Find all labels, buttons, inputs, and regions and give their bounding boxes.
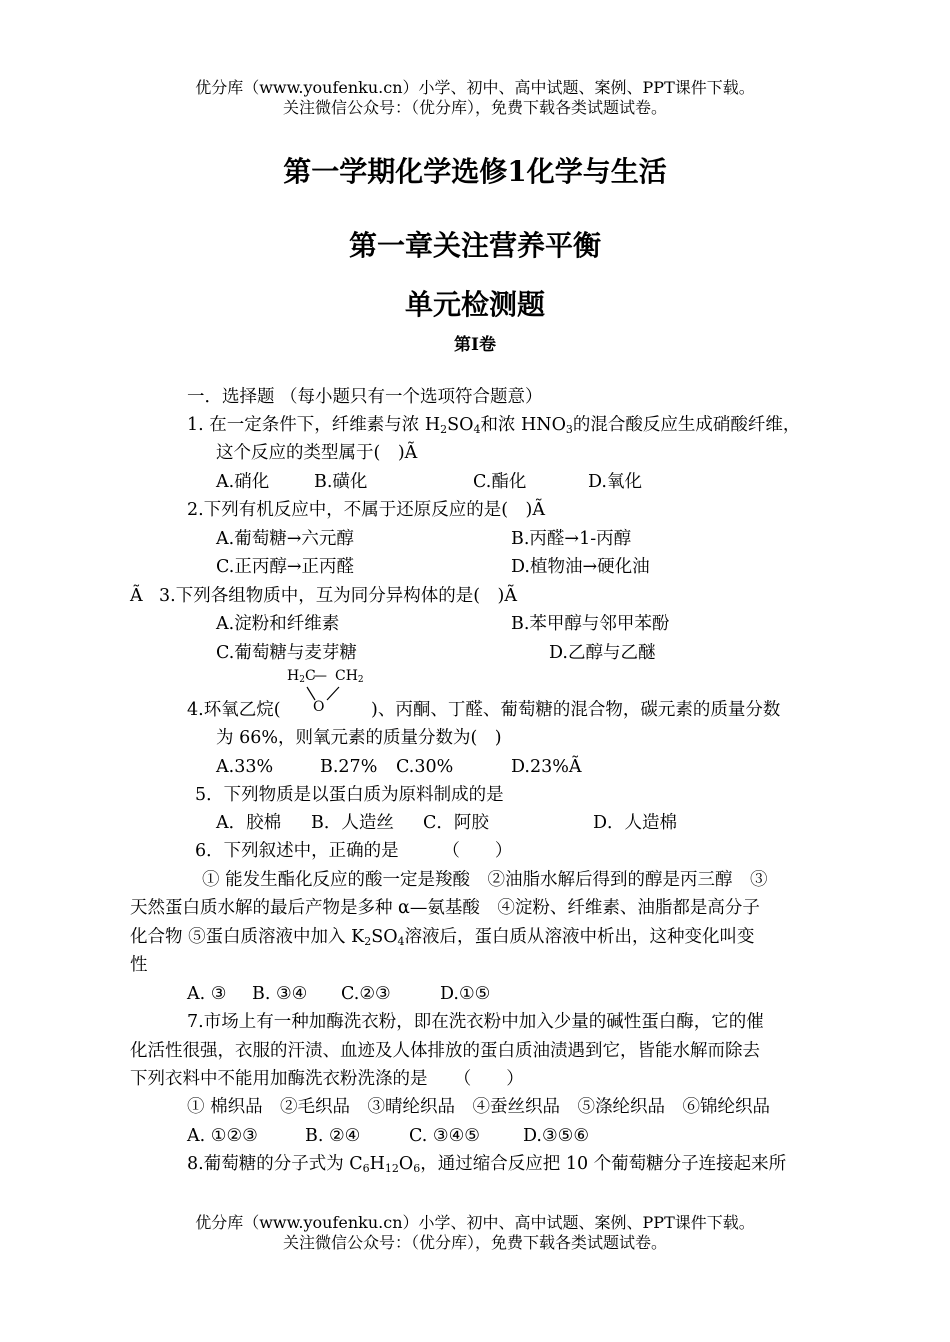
q2-option-c: C.正丙醇→正丙醛	[216, 557, 354, 577]
q2-option-a: A.葡萄糖→六元醇	[216, 529, 354, 549]
q6-stem: 6．下列叙述中，正确的是 （ ）	[195, 841, 513, 861]
q3-stem: 3.下列各组物质中，互为同分异构体的是( )Ã	[159, 586, 517, 606]
unit-title: 单元检测题	[404, 288, 545, 321]
q6-option-c: C.②③	[341, 984, 391, 1004]
q1-option-c: C.酯化	[473, 472, 527, 492]
q6-option-b: B. ③④	[252, 984, 308, 1004]
q6-option-a: A. ③	[187, 984, 227, 1004]
section-heading: 一．选择题 （每小题只有一个选项符合题意）	[187, 387, 543, 407]
q8-stem: 8.葡萄糖的分子式为 $C_6H_{12}O_6$，通过缩合反应把 10 个葡萄糖分子连接起来所	[187, 1154, 787, 1175]
q4-option-a: A.33%	[216, 757, 274, 777]
q3-option-b: B.苯甲醇与邻甲苯酚	[511, 614, 670, 634]
q7-body-line1: 7.市场上有一种加酶洗衣粉，即在洗衣粉中加入少量的碱性蛋白酶，它的催	[187, 1012, 764, 1032]
q3-option-c: C.葡萄糖与麦芽糖	[216, 643, 357, 663]
structure-bond-label: —	[313, 668, 327, 684]
q4-option-c: C.30%	[396, 757, 454, 777]
q2-option-d: D.植物油→硬化油	[511, 557, 650, 577]
structure-ch2-label: $CH_2$	[335, 668, 364, 685]
q1-option-d: D.氧化	[588, 472, 642, 492]
q1-stem: 1. 在一定条件下，纤维素与浓 $H_2SO_4$和浓 $HNO_3$的混合酸反应生成硝酸纤维，	[187, 415, 801, 436]
q5-option-b: B．人造丝	[311, 813, 394, 833]
q1-stem-line2: 这个反应的类型属于( )Ã	[216, 443, 418, 463]
footer-line-1: 优分库（www.youfenku.cn）小学、初中、高中试题、案例、PPT课件下载。	[195, 1213, 755, 1232]
q4-stem-b: )、丙酮、丁醛、葡萄糖的混合物，碳元素的质量分数	[371, 700, 781, 720]
q7-option-c: C. ③④⑤	[409, 1126, 480, 1146]
header-line-2: 关注微信公众号：（优分库），免费下载各类试题试卷。	[282, 98, 667, 117]
q2-option-b: B.丙醛→1-丙醇	[511, 529, 632, 549]
chapter-title: 第一章关注营养平衡	[348, 229, 601, 262]
q7-body-line3: 下列衣料中不能用加酶洗衣粉洗涤的是 （ ）	[130, 1069, 524, 1089]
q3-option-d: D.乙醇与乙醚	[549, 643, 656, 663]
structure-h2c-label: $H_2C$	[287, 668, 316, 685]
q4-stem-a: 4.环氧乙烷(	[187, 700, 281, 720]
q5-option-c: C．阿胶	[423, 813, 489, 833]
q1-option-a: A.硝化	[216, 472, 270, 492]
q7-option-d: D.③⑤⑥	[523, 1126, 590, 1146]
q7-option-b: B. ②④	[305, 1126, 361, 1146]
structure-o-label: O	[313, 699, 325, 715]
q5-option-d: D．人造棉	[593, 813, 678, 833]
q6-body-line2: 天然蛋白质水解的最后产物是多种 α—氨基酸 ④淀粉、纤维素、油脂都是高分子	[130, 898, 760, 918]
footer-line-2: 关注微信公众号：（优分库），免费下载各类试题试卷。	[282, 1233, 667, 1252]
q4-stem-line2: 为 66%，则氧元素的质量分数为( )	[216, 728, 502, 748]
ethylene-oxide-structure	[285, 668, 371, 718]
q7-items: ① 棉织品 ②毛织品 ③晴纶织品 ④蚕丝织品 ⑤涤纶织品 ⑥锦纶织品	[187, 1097, 771, 1117]
q3-option-a: A.淀粉和纤维素	[216, 614, 340, 634]
volume-title: 第Ⅰ卷	[454, 335, 496, 355]
q7-body-line2: 化活性很强，衣服的汗渍、血迹及人体排放的蛋白质油渍遇到它，皆能水解而除去	[130, 1041, 760, 1061]
q5-stem: 5．下列物质是以蛋白质为原料制成的是	[195, 785, 504, 805]
q3-mark: Ã	[130, 586, 143, 606]
q5-option-a: A．胶棉	[216, 813, 282, 833]
q6-body-line4: 性	[130, 955, 148, 975]
main-title: 第一学期化学选修1化学与生活	[283, 155, 667, 188]
q6-option-d: D.①⑤	[440, 984, 491, 1004]
q1-option-b: B.磺化	[314, 472, 368, 492]
q6-body-line1: ① 能发生酯化反应的酸一定是羧酸 ②油脂水解后得到的醇是丙三醇 ③	[202, 870, 768, 890]
q7-option-a: A. ①②③	[187, 1126, 258, 1146]
header-line-1: 优分库（www.youfenku.cn）小学、初中、高中试题、案例、PPT课件下载。	[195, 78, 755, 97]
q6-body-line3: 化合物 ⑤蛋白质溶液中加入 $K_2SO_4$溶液后，蛋白质从溶液中析出，这种变化叫变	[130, 927, 755, 948]
q4-option-d: D.23%Ã	[511, 757, 582, 777]
q2-stem: 2.下列有机反应中，不属于还原反应的是( )Ã	[187, 500, 545, 520]
structure-bonds	[285, 668, 371, 718]
q4-option-b: B.27%	[320, 757, 378, 777]
